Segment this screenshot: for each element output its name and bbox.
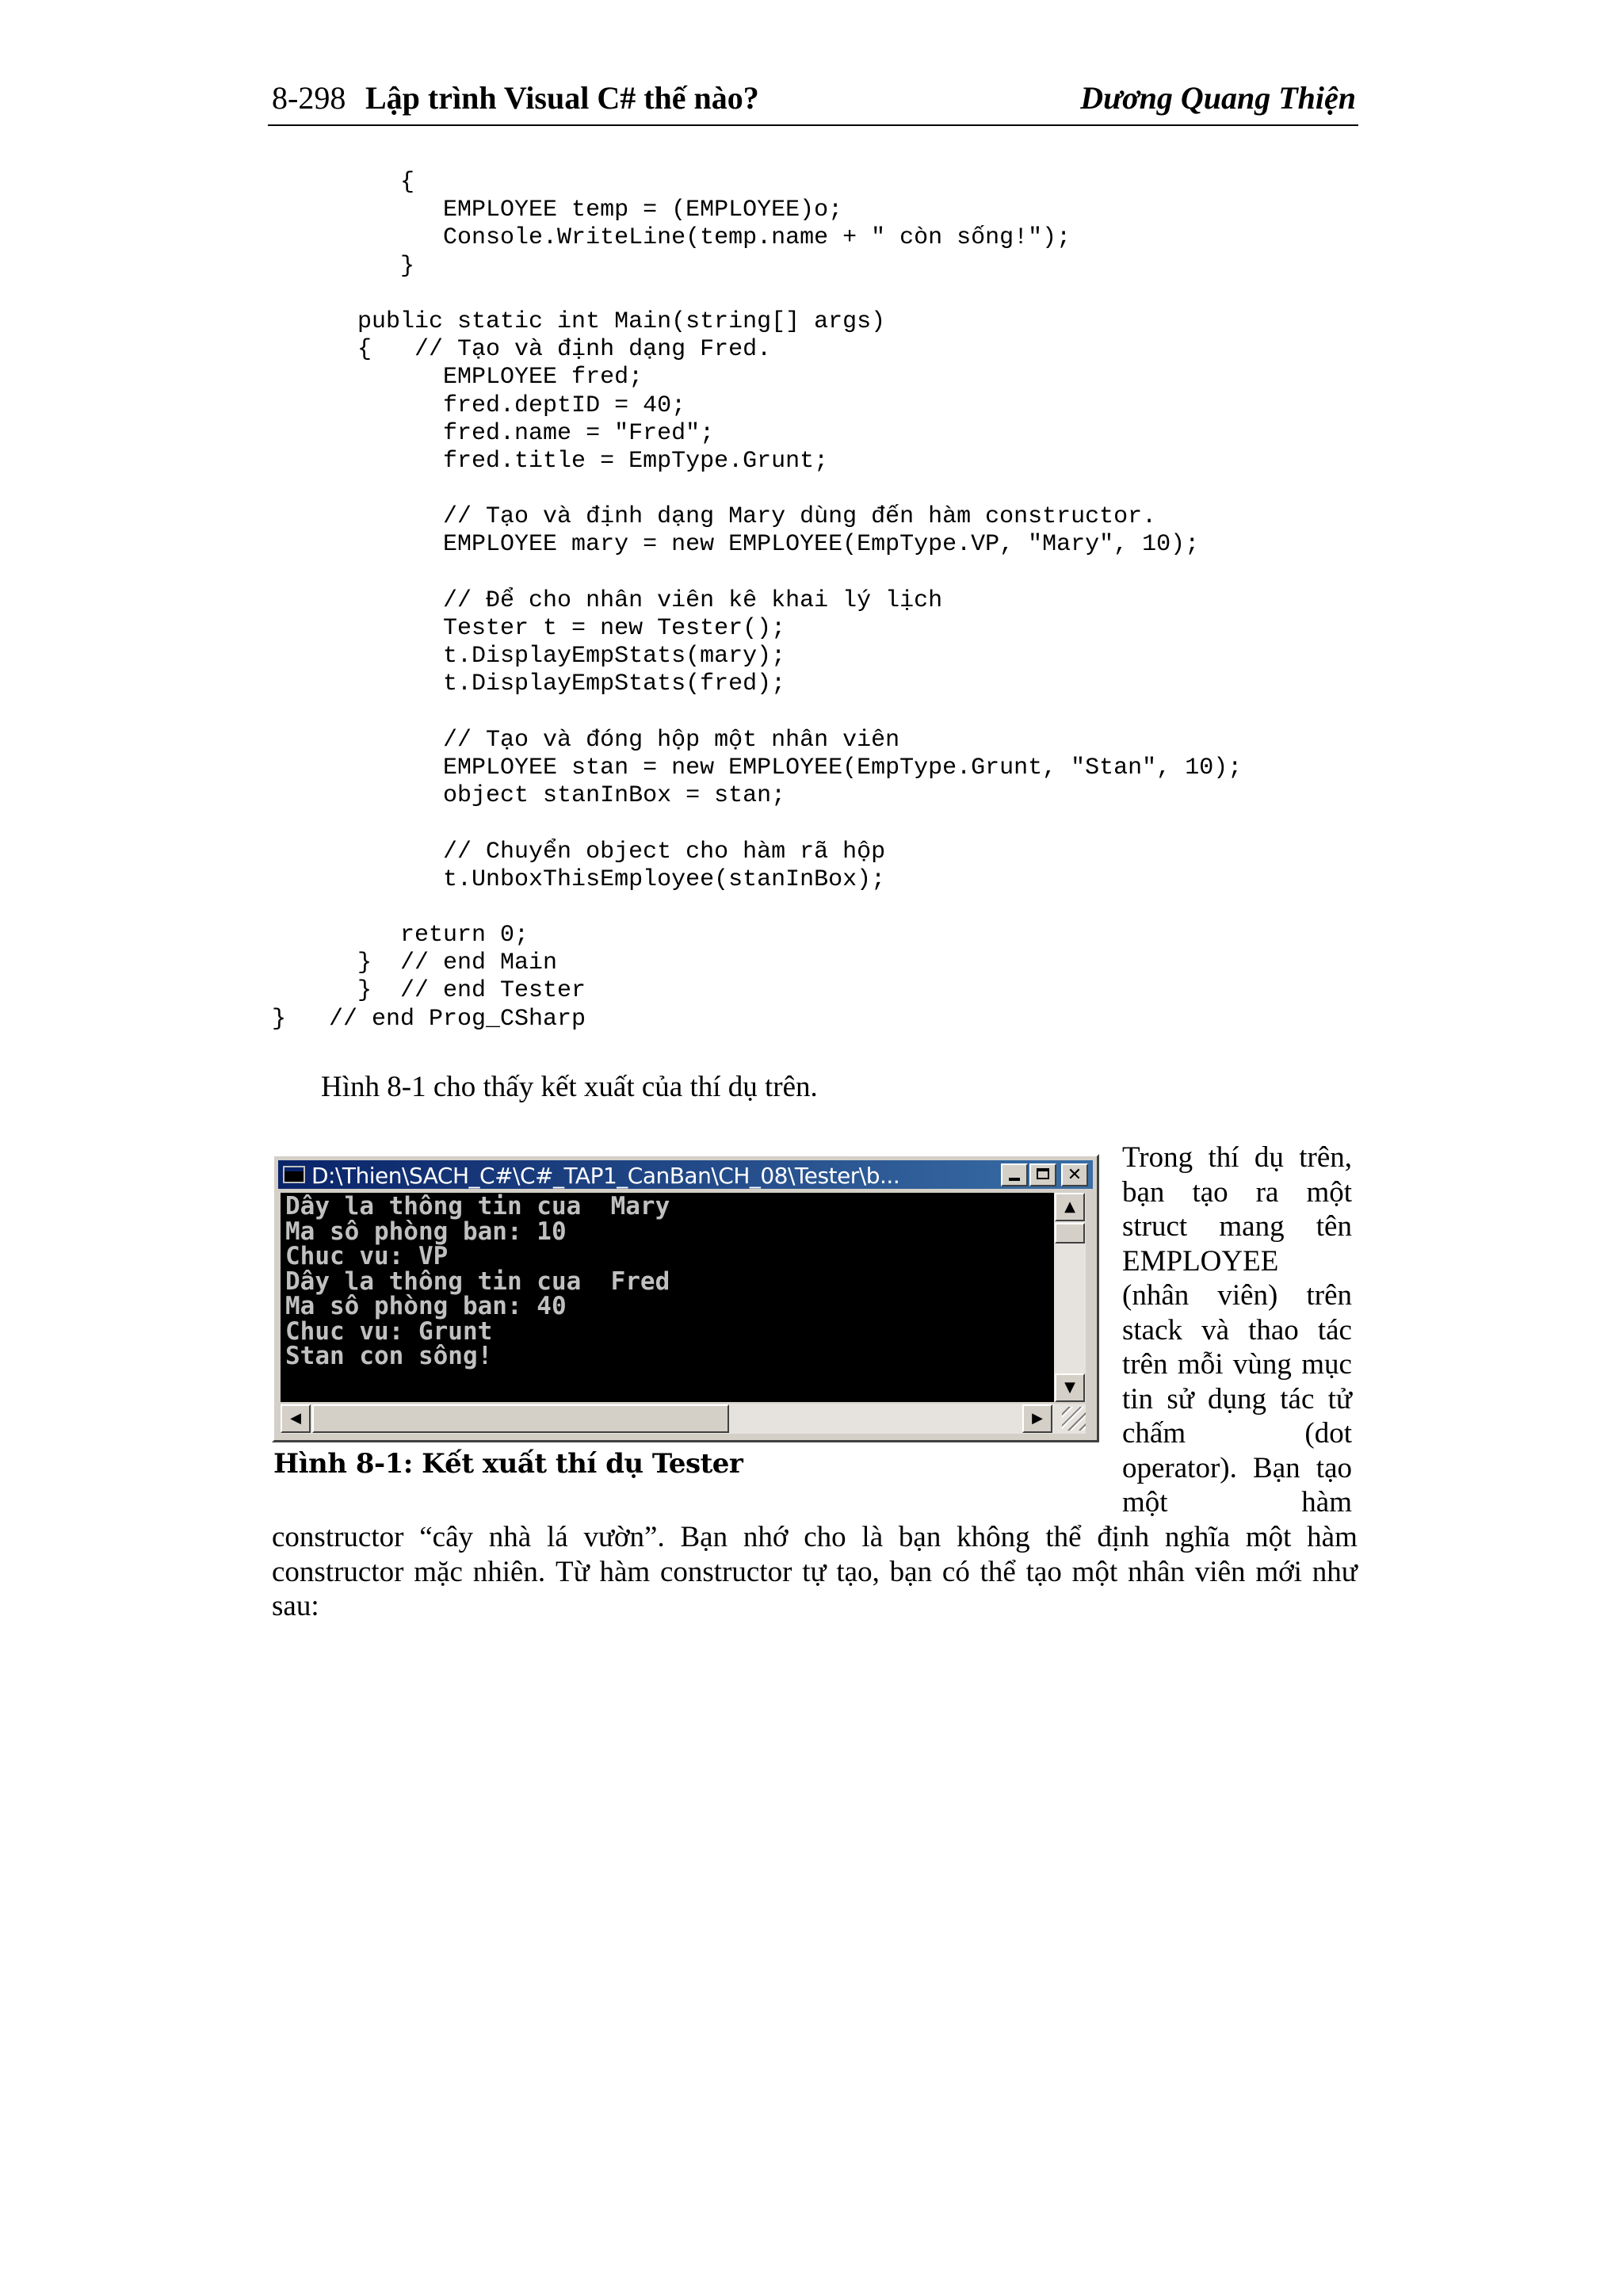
- code-line: [272, 810, 1381, 838]
- code-line: [272, 281, 1381, 308]
- code-line: Console.WriteLine(temp.name + " còn sống!");: [272, 224, 1071, 252]
- code-line: }: [272, 252, 415, 280]
- console-line: Chuc vu: VP: [285, 1242, 449, 1270]
- console-output[interactable]: [281, 1193, 1054, 1402]
- minimize-icon: [1009, 1178, 1020, 1181]
- horizontal-scrollbar[interactable]: [281, 1404, 1086, 1434]
- console-line: Dây la thông tin cua Fred: [285, 1266, 670, 1296]
- side-text-line: struct mang tên: [1122, 1210, 1352, 1243]
- minimize-button[interactable]: [1001, 1163, 1028, 1186]
- side-text-line: Trong thí dụ trên,: [1122, 1141, 1352, 1174]
- code-line: [272, 894, 1381, 922]
- console-line: Dây la thông tin cua Mary: [285, 1192, 670, 1221]
- code-line: public static int Main(string[] args): [272, 308, 886, 335]
- code-line: { // Tạo và định dạng Fred.: [272, 336, 772, 364]
- side-text-line: bạn tạo ra một: [1122, 1175, 1352, 1209]
- code-line: // Chuyển object cho hàm rã hộp: [272, 838, 886, 865]
- side-text-line: stack và thao tác: [1122, 1313, 1352, 1347]
- figure-caption: Hình 8-1: Kết xuất thí dụ Tester: [273, 1448, 743, 1480]
- maximize-button[interactable]: [1029, 1163, 1056, 1186]
- console-app-icon[interactable]: [283, 1166, 305, 1183]
- resize-grip-icon[interactable]: [1062, 1407, 1086, 1431]
- code-line: Tester t = new Tester();: [272, 615, 786, 642]
- code-line: fred.title = EmpType.Grunt;: [272, 447, 829, 475]
- code-line: } // end Tester: [272, 977, 586, 1005]
- scroll-up-button[interactable]: [1055, 1193, 1085, 1221]
- body-text-line: constructor “cây nhà lá vườn”. Bạn nhớ cho là bạn không thể định nghĩa một hàm: [272, 1521, 1358, 1553]
- vertical-scroll-thumb[interactable]: [1055, 1223, 1085, 1244]
- code-line: EMPLOYEE stan = new EMPLOYEE(EmpType.Grunt, "Stan", 10);: [272, 754, 1243, 781]
- code-line: t.DisplayEmpStats(mary);: [272, 643, 786, 670]
- scroll-down-button[interactable]: [1055, 1373, 1085, 1402]
- code-line: } // end Main: [272, 949, 558, 977]
- side-text-line: chấm (dot: [1122, 1417, 1352, 1450]
- header-rule: [268, 124, 1358, 126]
- vertical-scrollbar[interactable]: [1054, 1193, 1086, 1402]
- code-line: fred.name = "Fred";: [272, 419, 715, 447]
- body-paragraph: [272, 1520, 1358, 1624]
- console-title-text: D:\Thien\SACH_C#\C#_TAP1_CanBan\CH_08\Tester\b...: [311, 1163, 900, 1189]
- console-line: Stan con sông!: [285, 1342, 493, 1370]
- console-line: Chuc vu: Grunt: [285, 1316, 493, 1346]
- code-line: t.UnboxThisEmployee(stanInBox);: [272, 865, 886, 893]
- scroll-right-button[interactable]: [1022, 1404, 1052, 1433]
- side-text-line: operator). Bạn tạo: [1122, 1451, 1352, 1484]
- code-listing: [272, 169, 1381, 1033]
- code-line: [272, 476, 1381, 503]
- arrow-down-icon: ▼: [1064, 1379, 1075, 1396]
- code-line: // Tạo và định dạng Mary dùng đến hàm constructor.: [272, 503, 1157, 531]
- console-line: Ma sô phòng ban: 40: [285, 1292, 567, 1320]
- book-title: Lập trình Visual C# thế nào?: [365, 80, 759, 116]
- code-line: object stanInBox = stan;: [272, 782, 786, 810]
- console-line: Ma sô phòng ban: 10: [285, 1217, 567, 1246]
- page-header: [272, 76, 1358, 125]
- code-line: t.DisplayEmpStats(fred);: [272, 670, 786, 698]
- side-paragraph: [1122, 1140, 1352, 1520]
- code-line: // Tạo và đóng hộp một nhân viên: [272, 726, 900, 754]
- body-text-line: constructor mặc nhiên. Từ hàm constructor tự tạo, bạn có thể tạo một nhân viên mới như: [272, 1555, 1358, 1588]
- code-line: EMPLOYEE mary = new EMPLOYEE(EmpType.VP, "Mary", 10);: [272, 531, 1200, 559]
- body-text-line: sau:: [272, 1590, 319, 1622]
- horizontal-scroll-thumb[interactable]: [312, 1404, 729, 1433]
- code-line: {: [272, 169, 415, 196]
- console-title-bar[interactable]: [278, 1160, 1093, 1189]
- side-text-line: (nhân viên) trên: [1122, 1279, 1352, 1312]
- code-line: return 0;: [272, 922, 529, 949]
- close-button[interactable]: [1061, 1163, 1088, 1186]
- page-number: 8-298: [272, 80, 346, 116]
- code-line: EMPLOYEE temp = (EMPLOYEE)o;: [272, 197, 843, 224]
- side-text-line: tin sử dụng tác tử: [1122, 1382, 1352, 1415]
- side-text-line: trên mỗi vùng mục: [1122, 1348, 1352, 1381]
- maximize-icon: [1037, 1168, 1049, 1179]
- side-text-line: EMPLOYEE: [1122, 1244, 1279, 1278]
- code-line: [272, 560, 1381, 587]
- scroll-left-button[interactable]: [281, 1404, 311, 1433]
- close-icon: ✕: [1067, 1165, 1083, 1185]
- code-line: fred.deptID = 40;: [272, 392, 686, 419]
- arrow-left-icon: ◀: [290, 1410, 301, 1427]
- intro-paragraph: Hình 8-1 cho thấy kết xuất của thí dụ trên.: [321, 1071, 818, 1103]
- console-window: [272, 1154, 1099, 1442]
- author-name: Dương Quang Thiện: [1080, 80, 1356, 116]
- arrow-up-icon: ▲: [1064, 1198, 1075, 1215]
- code-line: EMPLOYEE fred;: [272, 364, 643, 392]
- side-text-line: một hàm: [1122, 1486, 1352, 1519]
- code-line: // Để cho nhân viên kê khai lý lịch: [272, 586, 943, 614]
- code-line: } // end Prog_CSharp: [272, 1005, 586, 1033]
- arrow-right-icon: ▶: [1032, 1410, 1043, 1427]
- code-line: [272, 699, 1381, 727]
